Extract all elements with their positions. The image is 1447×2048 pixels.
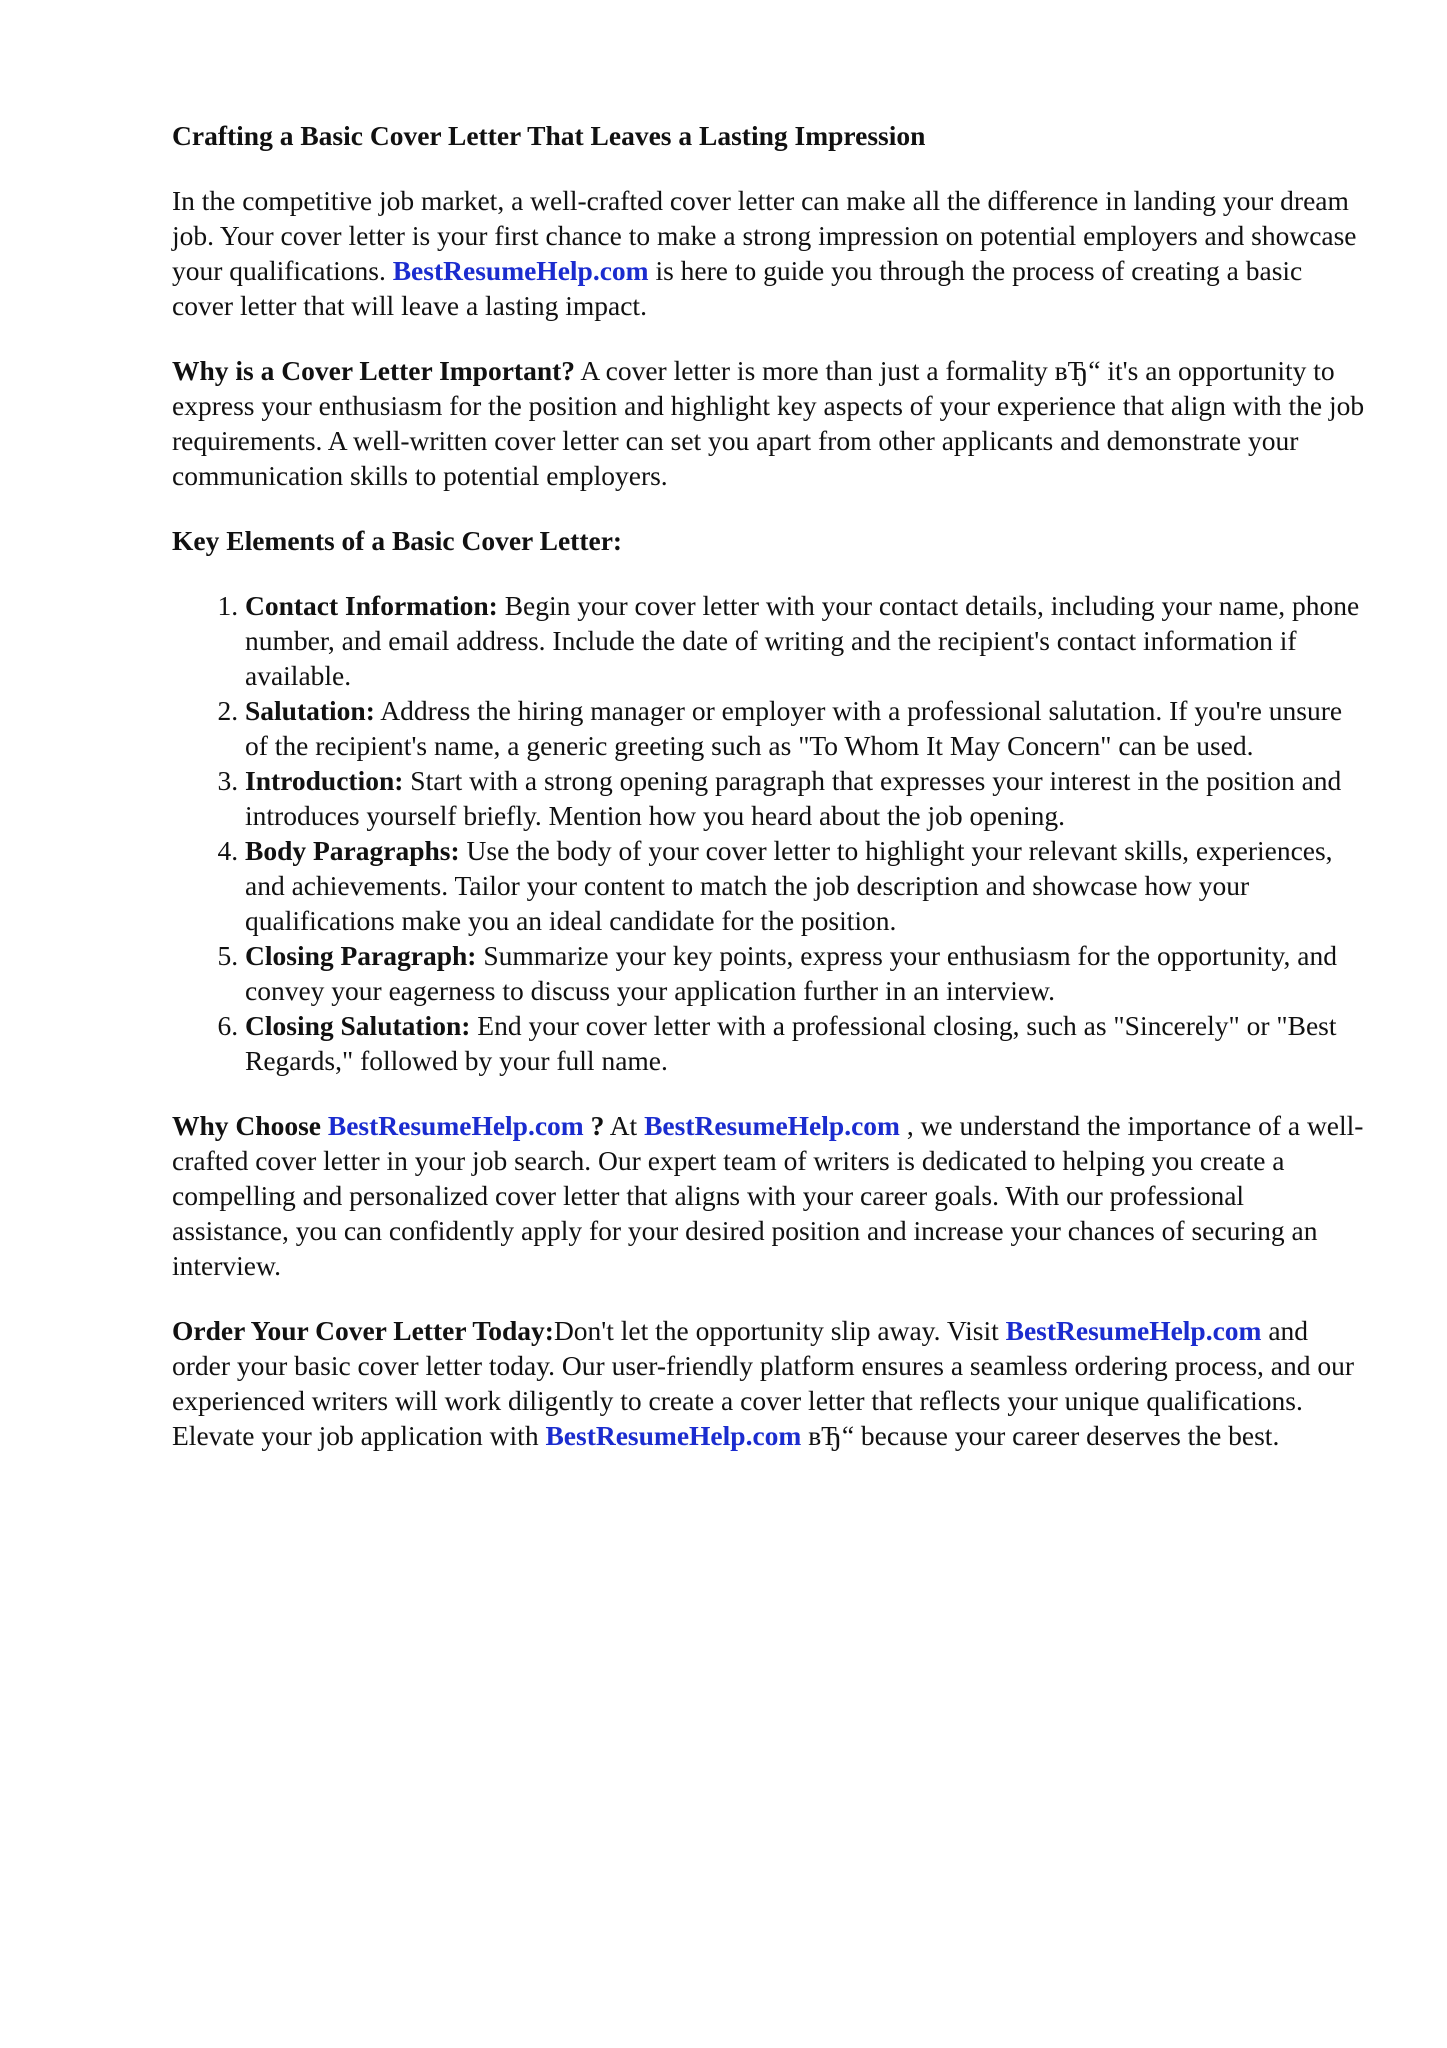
list-item-text: End your cover letter with a professional closing, such as "Sincerely" or "Best Regards," followed by your full name.	[245, 1010, 1337, 1076]
why-choose-text: , we understand the importance of a well-crafted cover letter in your job search. Our expert team of writers is dedicated to helping you create a compelling and personalized cover letter that aligns with your career goals. With our professional assistance, you can confidently apply for your desired position and increase your chances of securing an interview.	[172, 1110, 1364, 1281]
why-choose-link-1[interactable]: BestResumeHelp.com	[327, 1110, 584, 1141]
order-link-2[interactable]: BestResumeHelp.com	[545, 1420, 802, 1451]
list-item	[245, 693, 1367, 763]
list-item-label: Closing Salutation:	[245, 1010, 471, 1041]
intro-paragraph	[172, 183, 1367, 323]
document-page	[172, 118, 1367, 1483]
list-item	[245, 938, 1367, 1008]
list-item-label: Introduction:	[245, 765, 404, 796]
list-item-text: Summarize your key points, express your enthusiasm for the opportunity, and convey your eagerness to discuss your application further in an interview.	[245, 940, 1337, 1006]
why-important-paragraph	[172, 353, 1367, 493]
list-item-label: Closing Paragraph:	[245, 940, 477, 971]
why-choose-link-2[interactable]: BestResumeHelp.com	[644, 1110, 900, 1141]
list-item-label: Contact Information:	[245, 590, 498, 621]
list-item	[245, 763, 1367, 833]
list-item	[245, 588, 1367, 693]
list-item-text: Use the body of your cover letter to highlight your relevant skills, experiences, and achievements. Tailor your content to match the job description and showcase how your qualifications make you an ideal candidate for the position.	[245, 835, 1333, 936]
intro-link[interactable]: BestResumeHelp.com	[392, 255, 649, 286]
list-item-label: Body Paragraphs:	[245, 835, 460, 866]
intro-text-end: is here to guide you through the process of creating a basic cover letter that will leave a lasting impact.	[172, 255, 1303, 321]
why-choose-label-start: Why Choose	[172, 1110, 328, 1141]
order-label: Order Your Cover Letter Today:	[172, 1315, 554, 1346]
key-elements-heading: Key Elements of a Basic Cover Letter:	[172, 525, 623, 556]
list-item	[245, 1008, 1367, 1078]
why-important-text: A cover letter is more than just a formality вЂ“ it's an opportunity to express your enthusiasm for the position and highlight key aspects of your experience that align with the job requirements. A well-written cover letter can set you apart from other applicants and demonstrate your communication skills to potential employers.	[172, 355, 1365, 491]
list-item	[245, 833, 1367, 938]
why-important-label: Why is a Cover Letter Important?	[172, 355, 576, 386]
order-paragraph	[172, 1313, 1367, 1453]
order-text-2: and order your basic cover letter today. Our user-friendly platform ensures a seamless ordering process, and our experienced writers will work diligently to create a cover letter that reflects your unique qualifications. Elevate your job application with	[172, 1315, 1355, 1451]
list-item-text: Start with a strong opening paragraph that expresses your interest in the position and introduces yourself briefly. Mention how you heard about the job opening.	[245, 765, 1342, 831]
order-text-3: вЂ“ because your career deserves the best.	[801, 1420, 1280, 1451]
why-choose-paragraph	[172, 1108, 1367, 1283]
order-link-1[interactable]: BestResumeHelp.com	[1005, 1315, 1262, 1346]
order-text-1: Don't let the opportunity slip away. Visit	[553, 1315, 1006, 1346]
list-item-label: Salutation:	[245, 695, 375, 726]
why-choose-mid: At	[604, 1110, 645, 1141]
list-item-text: Begin your cover letter with your contact details, including your name, phone number, and email address. Include the date of writing and the recipient's contact information if available.	[245, 590, 1360, 691]
list-item-text: Address the hiring manager or employer with a professional salutation. If you're unsure of the recipient's name, a generic greeting such as "To Whom It May Concern" can be used.	[245, 695, 1343, 761]
document-title: Crafting a Basic Cover Letter That Leaves a Lasting Impression	[172, 120, 926, 151]
intro-text-start: In the competitive job market, a well-crafted cover letter can make all the difference in landing your dream job. Your cover letter is your first chance to make a strong impression on potential employers and showcase your qualifications.	[172, 185, 1357, 286]
key-elements-list	[172, 588, 1367, 1078]
why-choose-label-end: ?	[583, 1110, 605, 1141]
